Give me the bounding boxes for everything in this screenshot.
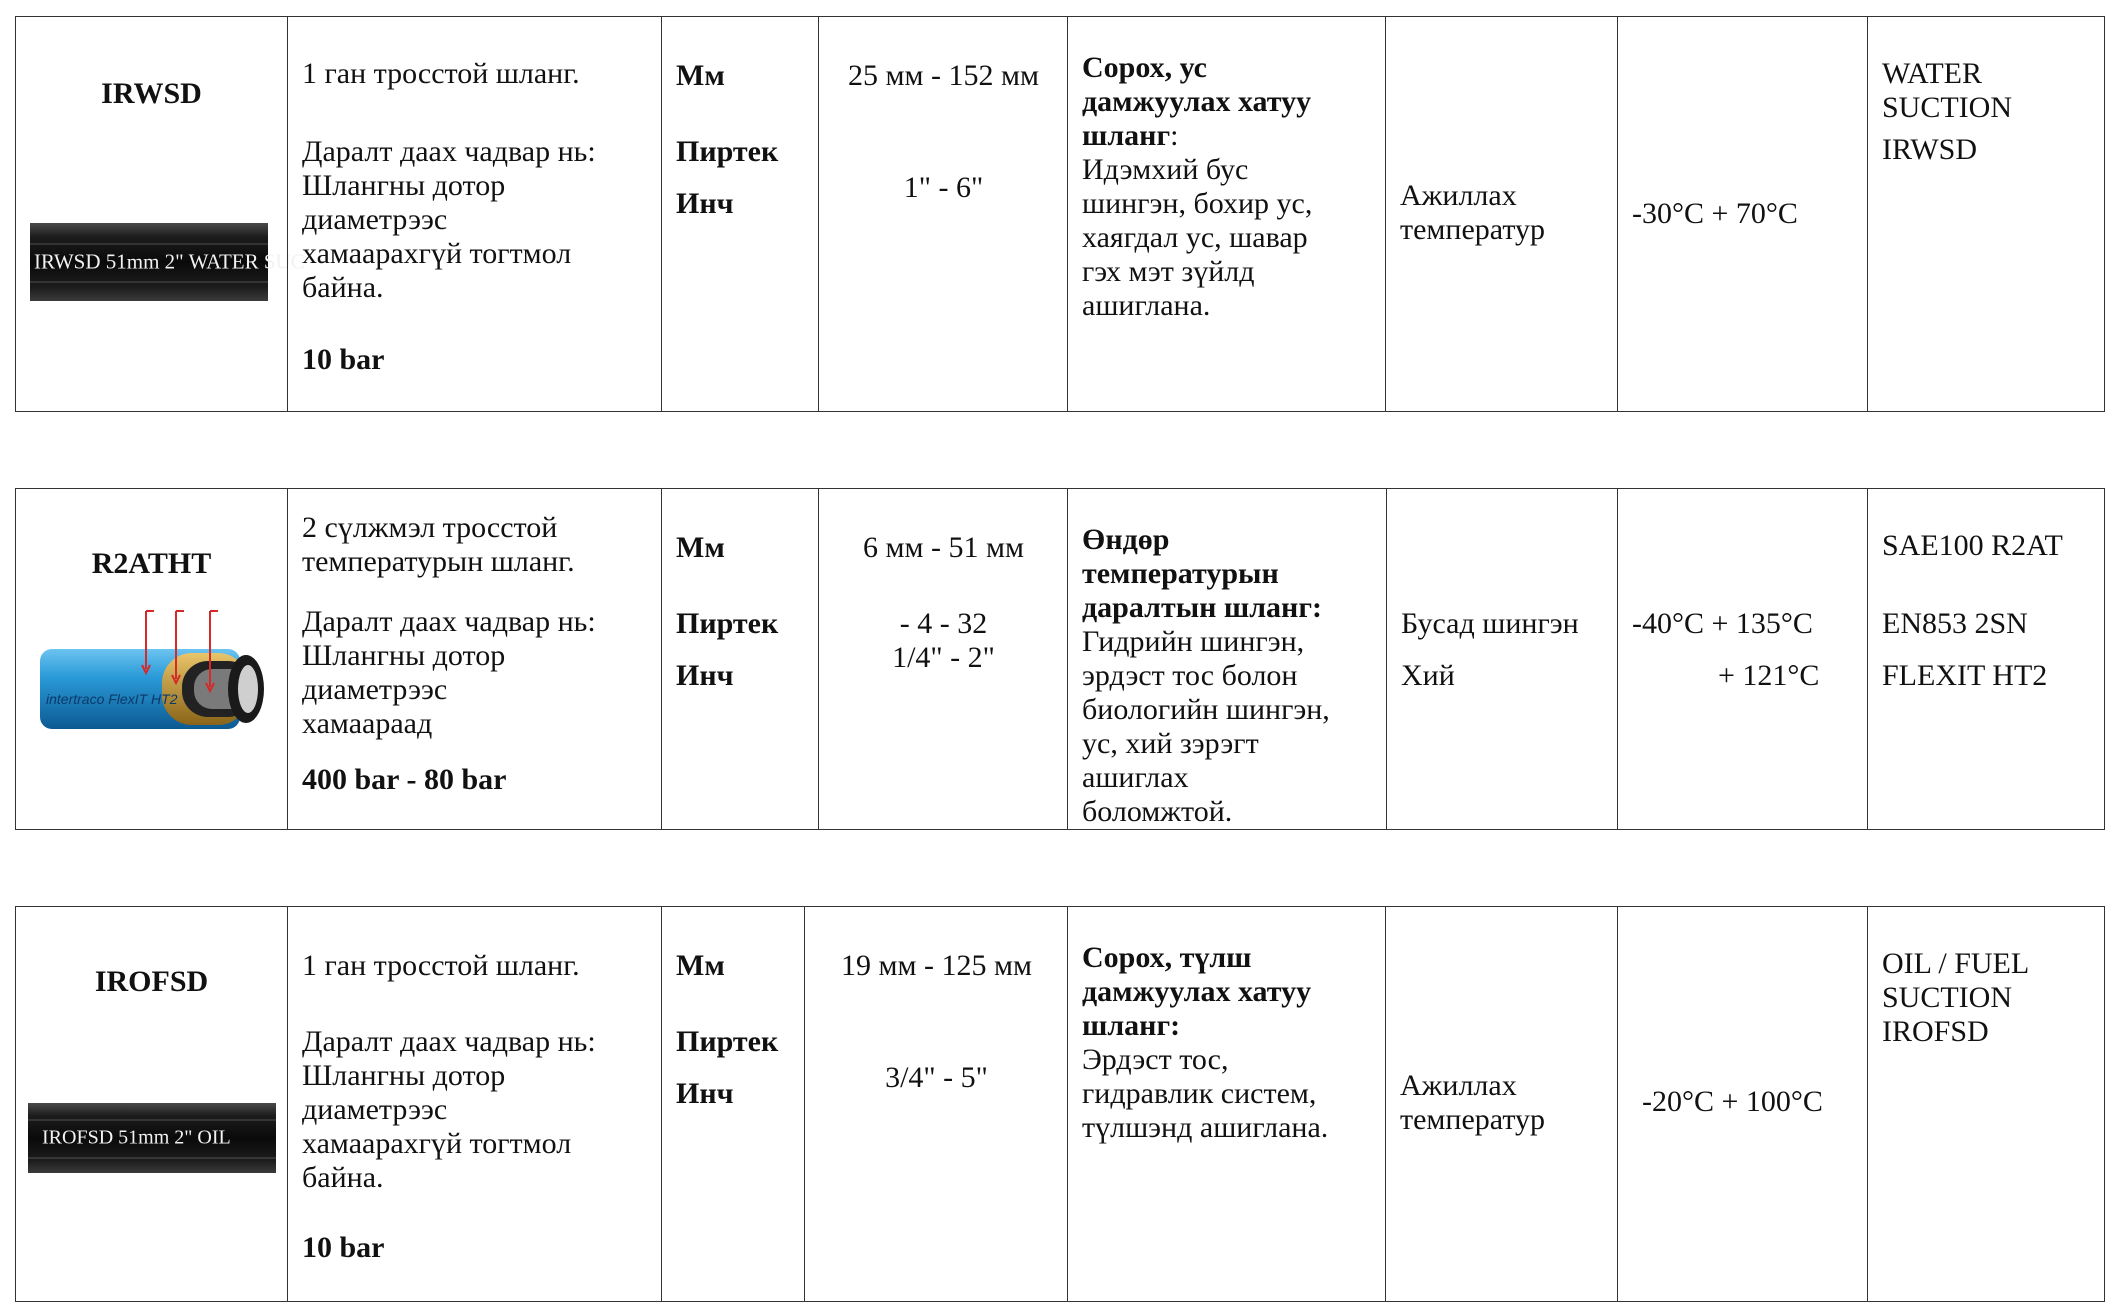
desc-line: 2 сүлжмэл тросстой xyxy=(302,511,558,544)
col-application xyxy=(1067,489,1386,829)
app-title xyxy=(1082,119,1178,153)
col-units xyxy=(661,489,818,829)
temp-range: -20°C + 100°C xyxy=(1642,1085,1823,1118)
desc-line: Даралт даах чадвар нь: xyxy=(302,135,596,168)
standard-line: SUCTION xyxy=(1882,981,2013,1014)
app-line: ашиглах xyxy=(1082,761,1189,794)
hose-table-r2atht xyxy=(15,488,2105,830)
app-line: гидравлик систем, xyxy=(1082,1077,1317,1110)
app-line: хаягдал ус, шавар xyxy=(1082,221,1308,254)
desc-line: Шлангны дотор xyxy=(302,169,506,202)
app-title: даралтын шланг: xyxy=(1082,591,1322,624)
app-line: биологийн шингэн, xyxy=(1082,693,1330,726)
col-sizes xyxy=(818,17,1067,411)
col-sizes xyxy=(804,907,1067,1301)
standard-line: SUCTION xyxy=(1882,91,2013,124)
hose-image-label: IRWSD 51mm 2" WATER SUC xyxy=(34,249,305,274)
app-line: ус, хий зэрэгт xyxy=(1082,727,1259,760)
app-line: Эрдэст тос, xyxy=(1082,1043,1229,1076)
medium-line: Хий xyxy=(1401,659,1455,692)
app-line: гэх мэт зүйлд xyxy=(1082,255,1255,288)
app-title: дамжуулах хатуу xyxy=(1082,85,1312,118)
product-code: R2ATHT xyxy=(91,547,212,580)
pressure-value: 400 bar - 80 bar xyxy=(302,763,507,796)
col-temperature xyxy=(1617,489,1867,829)
product-code: IROFSD xyxy=(94,965,209,998)
app-line: Идэмхий бус xyxy=(1082,153,1249,186)
standard-line: IROFSD xyxy=(1882,1015,1989,1048)
desc-line: Шлангны дотор xyxy=(302,639,506,672)
product-code: IRWSD xyxy=(101,77,202,110)
col-medium xyxy=(1386,489,1617,829)
standard-line: WATER xyxy=(1882,57,1982,90)
col-units xyxy=(661,907,804,1301)
hose-image-label: intertraco FlexIT HT2 xyxy=(46,691,178,707)
hose-image xyxy=(34,609,268,741)
app-title: Өндөр xyxy=(1082,523,1170,556)
desc-line: диаметрээс xyxy=(302,203,448,236)
col-description xyxy=(287,489,661,829)
app-title: дамжуулах хатуу xyxy=(1082,975,1312,1008)
hose-table-irofsd xyxy=(15,906,2105,1302)
col-standard xyxy=(1867,17,2106,411)
app-line: ашиглана. xyxy=(1082,289,1211,322)
standard-line: IRWSD xyxy=(1882,133,1978,166)
unit-pirtek: Пиртек xyxy=(676,1025,779,1058)
app-title: Сорох, түлш xyxy=(1082,941,1252,974)
temp-range-alt: + 121°C xyxy=(1718,659,1820,692)
app-title: температурын xyxy=(1082,557,1279,590)
size-inch: 3/4" - 5" xyxy=(885,1061,988,1094)
app-title: шланг: xyxy=(1082,1009,1181,1042)
hose-image-label: IROFSD 51mm 2" OIL xyxy=(42,1126,231,1149)
desc-line: температурын шланг. xyxy=(302,545,575,578)
medium-line: Ажиллах xyxy=(1400,1069,1517,1102)
size-pirtek: - 4 - 32 xyxy=(899,607,988,640)
size-mm: 6 мм - 51 мм xyxy=(863,531,1024,564)
desc-line: диаметрээс xyxy=(302,673,448,706)
medium-line: температур xyxy=(1400,213,1546,246)
col-product xyxy=(16,907,287,1301)
app-title-text: шланг xyxy=(1082,119,1171,152)
medium-line: Бусад шингэн xyxy=(1401,607,1579,640)
temp-range: -30°C + 70°C xyxy=(1632,197,1798,230)
pressure-value: 10 bar xyxy=(302,1231,385,1264)
col-description xyxy=(287,17,661,411)
unit-mm: Мм xyxy=(676,59,725,92)
desc-line: хамаарахгүй тогтмол xyxy=(302,1127,572,1160)
size-inch: 1" - 6" xyxy=(903,171,984,204)
col-description xyxy=(287,907,661,1301)
desc-line: диаметрээс xyxy=(302,1093,448,1126)
medium-line: температур xyxy=(1400,1103,1546,1136)
col-standard xyxy=(1867,489,2106,829)
col-application xyxy=(1067,17,1385,411)
desc-line: Даралт даах чадвар нь: xyxy=(302,1025,596,1058)
temp-range: -40°C + 135°C xyxy=(1632,607,1813,640)
standard-line: OIL / FUEL xyxy=(1882,947,2030,980)
hose-table-irwsd xyxy=(15,16,2105,412)
medium-line: Ажиллах xyxy=(1400,179,1517,212)
col-temperature xyxy=(1617,17,1867,411)
col-sizes xyxy=(818,489,1067,829)
hose-image xyxy=(30,223,305,301)
desc-line: байна. xyxy=(302,1161,384,1194)
col-medium xyxy=(1385,17,1617,411)
unit-mm: Мм xyxy=(676,949,725,982)
standard-line: FLEXIT HT2 xyxy=(1882,659,2048,692)
col-standard xyxy=(1867,907,2106,1301)
desc-line: хамаараад xyxy=(302,707,433,740)
desc-line: хамаарахгүй тогтмол xyxy=(302,237,572,270)
unit-pirtek: Пиртек xyxy=(676,607,779,640)
app-line: Гидрийн шингэн, xyxy=(1082,625,1305,658)
col-product xyxy=(16,489,287,829)
col-units xyxy=(661,17,818,411)
col-temperature xyxy=(1617,907,1867,1301)
size-inch: 1/4" - 2" xyxy=(892,641,995,674)
unit-inch: Инч xyxy=(676,187,734,220)
app-line: эрдэст тос болон xyxy=(1082,659,1298,692)
desc-line: Даралт даах чадвар нь: xyxy=(302,605,596,638)
col-medium xyxy=(1385,907,1617,1301)
size-mm: 19 мм - 125 мм xyxy=(841,949,1032,982)
hose-cutaway-icon xyxy=(34,609,268,741)
app-title-colon: : xyxy=(1170,119,1179,152)
unit-inch: Инч xyxy=(676,659,734,692)
unit-pirtek: Пиртек xyxy=(676,135,779,168)
unit-mm: Мм xyxy=(676,531,725,564)
hose-image xyxy=(28,1103,276,1173)
standard-line: EN853 2SN xyxy=(1882,607,2028,640)
app-line: боломжтой. xyxy=(1082,795,1233,828)
col-product xyxy=(16,17,305,411)
size-mm: 25 мм - 152 мм xyxy=(848,59,1039,92)
app-title: Сорох, ус xyxy=(1082,51,1207,84)
pressure-value: 10 bar xyxy=(302,343,385,376)
desc-line: 1 ган тросстой шланг. xyxy=(302,949,580,982)
standard-line: SAE100 R2AT xyxy=(1882,529,2063,562)
app-line: шингэн, бохир ус, xyxy=(1082,187,1313,220)
col-application xyxy=(1067,907,1385,1301)
desc-line: 1 ган тросстой шланг. xyxy=(302,57,580,90)
unit-inch: Инч xyxy=(676,1077,734,1110)
desc-line: байна. xyxy=(302,271,384,304)
app-line: түлшэнд ашиглана. xyxy=(1082,1111,1329,1144)
desc-line: Шлангны дотор xyxy=(302,1059,506,1092)
